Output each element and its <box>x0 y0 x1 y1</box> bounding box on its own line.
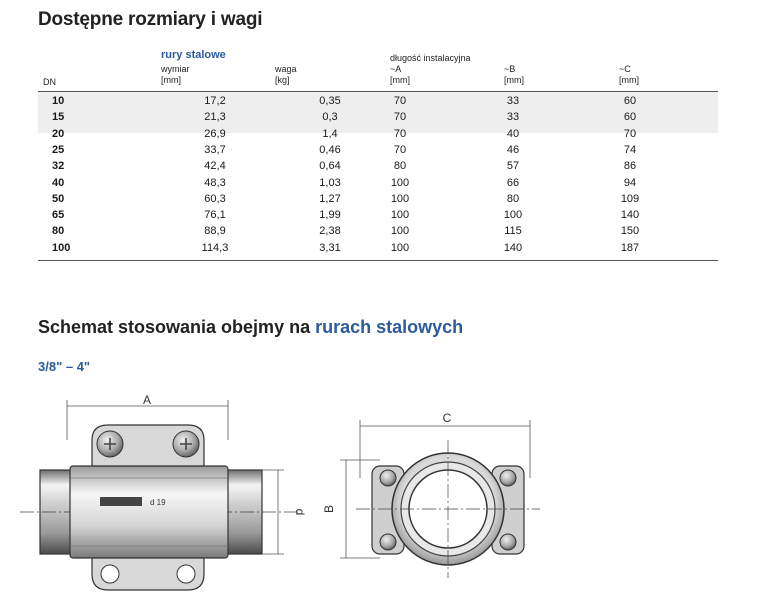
cell-c: 150 <box>620 225 640 238</box>
cell-dn: 100 <box>52 241 71 254</box>
dim-d-label: d <box>293 508 307 516</box>
cell-b: 80 <box>506 192 520 205</box>
cell-c: 86 <box>623 160 637 173</box>
cell-waga: 0,3 <box>322 111 338 124</box>
header-b-unit: [mm] <box>504 75 524 85</box>
cell-waga: 1,03 <box>319 176 341 189</box>
dim-a-label: A <box>142 393 152 407</box>
cell-dn: 50 <box>52 192 65 205</box>
stamp-logo <box>100 497 142 506</box>
size-range: 3/8" – 4" <box>38 359 91 374</box>
cell-a: 80 <box>393 160 407 173</box>
cell-waga: 0,35 <box>319 95 341 107</box>
cell-a: 70 <box>393 127 407 140</box>
table-row <box>38 158 718 174</box>
cell-b: 46 <box>506 143 520 156</box>
header-wymiar: wymiar <box>161 64 190 74</box>
group-label-steel-pipes: rury stalowe <box>161 49 226 61</box>
cell-dn: 32 <box>52 160 65 173</box>
cell-wymiar: 48,3 <box>204 176 226 189</box>
table-row <box>38 223 718 239</box>
header-c-unit: [mm] <box>619 75 639 85</box>
schema-title <box>38 317 463 338</box>
cell-dn: 25 <box>52 143 65 156</box>
cell-wymiar: 21,3 <box>204 111 226 124</box>
cell-c: 140 <box>620 209 640 222</box>
cell-b: 33 <box>506 95 520 107</box>
cell-c: 109 <box>620 192 640 205</box>
header-a: ~A <box>390 64 402 74</box>
cell-c: 60 <box>623 111 637 124</box>
table-row <box>38 93 718 109</box>
end-view <box>322 411 540 578</box>
cell-a: 100 <box>390 225 410 238</box>
cell-waga: 3,31 <box>319 241 341 254</box>
schema-title-accent: rurach stalowych <box>315 317 464 337</box>
cell-c: 187 <box>620 241 640 254</box>
cell-waga: 2,38 <box>319 225 341 238</box>
cell-wymiar: 60,3 <box>204 192 226 205</box>
dim-b-label: B <box>322 504 336 514</box>
table-row <box>38 109 718 125</box>
clamp-band <box>70 466 228 558</box>
cell-waga: 0,46 <box>319 143 341 156</box>
header-wymiar-unit: [mm] <box>161 75 181 85</box>
bottom-hole-right <box>177 565 195 583</box>
dim-c-label: C <box>442 411 452 425</box>
cell-a: 100 <box>390 209 410 222</box>
cell-c: 74 <box>623 143 637 156</box>
header-waga: waga <box>275 64 297 74</box>
cell-wymiar: 42,4 <box>204 160 226 173</box>
header-a-unit: [mm] <box>390 75 410 85</box>
cell-b: 66 <box>506 176 520 189</box>
cell-wymiar: 33,7 <box>204 143 226 156</box>
cell-a: 100 <box>390 176 410 189</box>
schema-title-plain: Schemat stosowania obejmy na <box>38 317 311 337</box>
end-bolt-tl <box>380 470 396 486</box>
table-row <box>38 191 718 207</box>
side-view <box>20 393 307 590</box>
cell-a: 100 <box>390 192 410 205</box>
cell-b: 57 <box>506 160 520 173</box>
clamp-diagram <box>0 378 759 608</box>
header-waga-unit: [kg] <box>275 75 290 85</box>
cell-b: 40 <box>506 127 520 140</box>
cell-a: 100 <box>390 241 410 254</box>
cell-wymiar: 17,2 <box>204 95 226 107</box>
cell-c: 60 <box>623 95 637 107</box>
cell-b: 33 <box>506 111 520 124</box>
sizes-table <box>38 91 718 261</box>
cell-dn: 80 <box>52 225 65 238</box>
header-b: ~B <box>504 64 516 74</box>
cell-a: 70 <box>393 143 407 156</box>
header-c: ~C <box>619 64 631 74</box>
table-row <box>38 175 718 191</box>
cell-dn: 65 <box>52 209 65 222</box>
cell-dn: 15 <box>52 111 65 124</box>
end-bolt-bl <box>380 534 396 550</box>
page-title: Dostępne rozmiary i wagi <box>38 9 263 30</box>
cell-a: 70 <box>393 111 407 124</box>
cell-wymiar: 88,9 <box>204 225 226 238</box>
cell-waga: 1,99 <box>319 209 341 222</box>
cell-dn: 10 <box>52 95 65 107</box>
bottom-hole-left <box>101 565 119 583</box>
cell-dn: 20 <box>52 127 65 140</box>
cell-waga: 0,64 <box>319 160 341 173</box>
end-bolt-tr <box>500 470 516 486</box>
cell-a: 70 <box>393 95 407 107</box>
table-row <box>38 207 718 223</box>
stamp-text: d 19 <box>150 498 166 507</box>
header-dn: DN <box>43 77 56 87</box>
cell-waga: 1,4 <box>322 127 338 140</box>
table-row <box>38 240 718 256</box>
cell-b: 140 <box>503 241 523 254</box>
table-row <box>38 126 718 142</box>
end-bolt-br <box>500 534 516 550</box>
cell-b: 115 <box>504 225 522 238</box>
cell-c: 94 <box>623 176 637 189</box>
cell-wymiar: 114,3 <box>201 241 229 254</box>
table-row <box>38 142 718 158</box>
cell-b: 100 <box>503 209 523 222</box>
cell-c: 70 <box>623 127 637 140</box>
cell-wymiar: 76,1 <box>204 209 226 222</box>
cell-wymiar: 26,9 <box>204 127 226 140</box>
cell-waga: 1,27 <box>319 192 341 205</box>
group-label-install-length: długość instalacyjna <box>390 53 471 63</box>
cell-dn: 40 <box>52 176 65 189</box>
